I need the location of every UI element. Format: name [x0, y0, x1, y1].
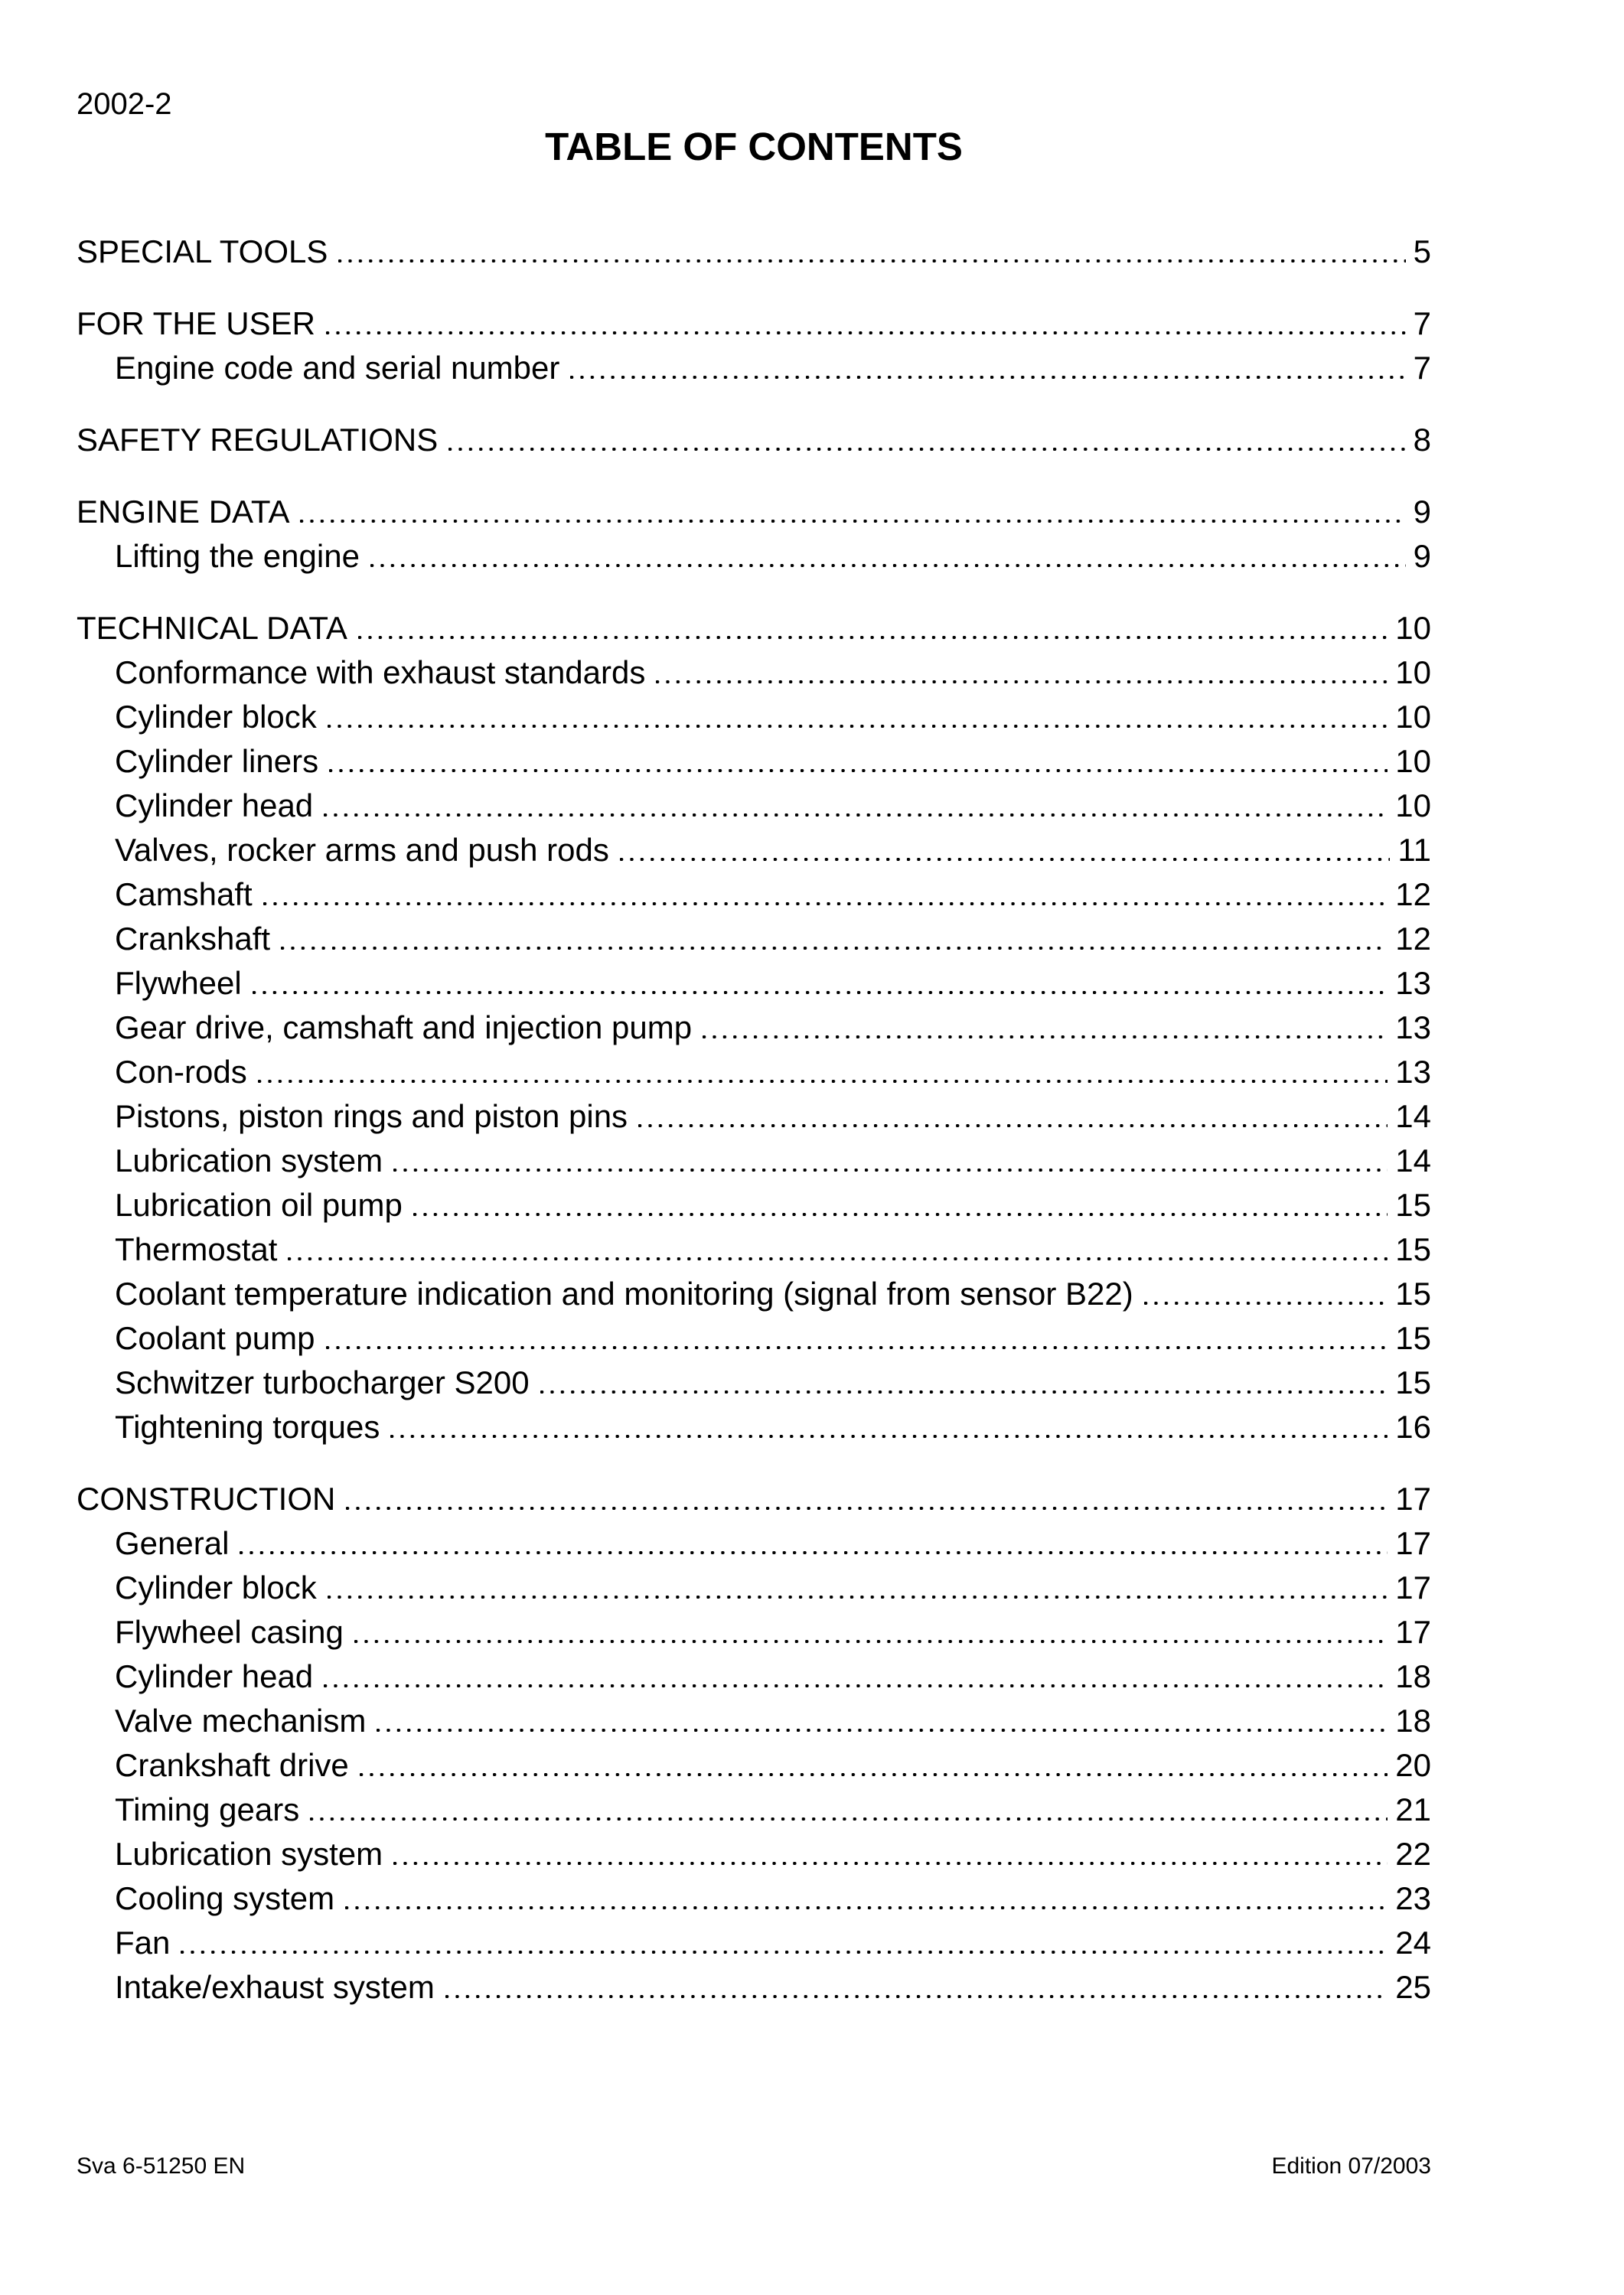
toc-entry-label: Intake/exhaust system — [115, 1969, 435, 2005]
dot-leader — [390, 1435, 1388, 1438]
dot-leader — [300, 520, 1405, 523]
toc-entry-page: 17 — [1395, 1614, 1431, 1650]
toc-entry-page: 18 — [1395, 1703, 1431, 1739]
toc-entry-label: Cylinder block — [115, 699, 317, 735]
dot-leader — [258, 1080, 1388, 1083]
dot-leader — [281, 947, 1388, 950]
toc-entry-label: Thermostat — [115, 1231, 278, 1267]
toc-entry-page: 10 — [1395, 699, 1431, 735]
toc-entry — [77, 1183, 1431, 1227]
toc-entry-page: 15 — [1395, 1231, 1431, 1267]
toc-list — [77, 230, 1431, 2010]
dot-leader — [358, 636, 1388, 639]
toc-entry-page: 10 — [1395, 654, 1431, 690]
toc-entry-label: Gear drive, camshaft and injection pump — [115, 1009, 693, 1045]
toc-entry-label: Coolant temperature indication and monitoring (signal from sensor B22) — [115, 1276, 1133, 1312]
toc-entry-label: Coolant pump — [115, 1320, 315, 1356]
toc-entry-label: Lubrication oil pump — [115, 1187, 403, 1223]
toc-entry — [77, 1521, 1431, 1566]
dot-leader — [263, 902, 1388, 905]
toc-entry — [77, 1139, 1431, 1183]
toc-entry-page: 10 — [1395, 787, 1431, 823]
toc-entry — [77, 302, 1431, 346]
dot-leader — [360, 1773, 1388, 1776]
toc-entry-label: Flywheel casing — [115, 1614, 344, 1650]
toc-entry — [77, 917, 1431, 961]
toc-entry-label: Conformance with exhaust standards — [115, 654, 646, 690]
toc-entry-label: CONSTRUCTION — [77, 1481, 336, 1517]
toc-entry-label: Cylinder liners — [115, 743, 319, 779]
toc-entry — [77, 1361, 1431, 1405]
toc-entry-page: 11 — [1397, 832, 1431, 868]
toc-entry-label: Crankshaft drive — [115, 1747, 349, 1783]
dot-leader — [393, 1169, 1388, 1172]
toc-entry-page: 5 — [1413, 233, 1431, 269]
toc-entry-page: 14 — [1395, 1143, 1431, 1178]
toc-entry — [77, 418, 1431, 462]
toc-entry — [77, 1094, 1431, 1139]
document-code: 2002-2 — [77, 87, 172, 121]
toc-entry — [77, 1227, 1431, 1272]
dot-leader — [638, 1124, 1388, 1127]
toc-entry-label: Tightening torques — [115, 1409, 380, 1445]
dot-leader — [329, 769, 1388, 772]
toc-entry-label: Timing gears — [115, 1791, 300, 1827]
toc-entry — [77, 1965, 1431, 2010]
toc-entry — [77, 695, 1431, 739]
toc-entry-label: General — [115, 1525, 230, 1561]
dot-leader — [324, 813, 1388, 817]
toc-entry-label: Cylinder head — [115, 787, 314, 823]
dot-leader — [288, 1257, 1388, 1260]
dot-leader — [326, 1346, 1388, 1349]
toc-entry-page: 13 — [1395, 1009, 1431, 1045]
toc-entry-page: 24 — [1395, 1925, 1431, 1961]
dot-leader — [703, 1035, 1388, 1038]
toc-entry — [77, 1477, 1431, 1521]
toc-entry-label: Valves, rocker arms and push rods — [115, 832, 609, 868]
toc-entry-label: Fan — [115, 1925, 171, 1961]
toc-entry-label: Lubrication system — [115, 1836, 383, 1872]
dot-leader — [345, 1906, 1388, 1909]
toc-entry — [77, 828, 1431, 872]
toc-entry — [77, 784, 1431, 828]
toc-entry — [77, 1405, 1431, 1449]
dot-leader — [620, 858, 1391, 861]
toc-entry-page: 15 — [1395, 1276, 1431, 1312]
page-title: TABLE OF CONTENTS — [545, 125, 963, 168]
toc-entry — [77, 1699, 1431, 1743]
dot-leader — [413, 1213, 1388, 1216]
toc-entry-page: 18 — [1395, 1658, 1431, 1694]
dot-leader — [393, 1862, 1388, 1865]
toc-entry-page: 16 — [1395, 1409, 1431, 1445]
toc-entry-page: 9 — [1413, 494, 1431, 530]
toc-entry-label: Pistons, piston rings and piston pins — [115, 1098, 628, 1134]
dot-leader — [240, 1551, 1388, 1554]
toc-entry — [77, 1566, 1431, 1610]
toc-entry — [77, 1272, 1431, 1316]
dot-leader — [346, 1507, 1388, 1510]
toc-entry-page: 15 — [1395, 1364, 1431, 1400]
toc-entry-page: 20 — [1395, 1747, 1431, 1783]
toc-entry — [77, 1921, 1431, 1965]
toc-entry-label: Con-rods — [115, 1054, 247, 1090]
toc-entry-label: Lifting the engine — [115, 538, 360, 574]
toc-entry-label: Cylinder head — [115, 1658, 314, 1694]
dot-leader — [448, 448, 1405, 451]
toc-entry-page: 12 — [1395, 921, 1431, 957]
toc-entry-page: 15 — [1395, 1187, 1431, 1223]
toc-entry-label: Schwitzer turbocharger S200 — [115, 1364, 530, 1400]
toc-entry-label: ENGINE DATA — [77, 494, 290, 530]
toc-entry — [77, 1006, 1431, 1050]
toc-entry-label: FOR THE USER — [77, 305, 315, 341]
dot-leader — [445, 1995, 1388, 1998]
toc-entry — [77, 1743, 1431, 1788]
toc-entry — [77, 872, 1431, 917]
toc-entry-page: 14 — [1395, 1098, 1431, 1134]
toc-entry-label: Cooling system — [115, 1880, 335, 1916]
toc-entry-label: Flywheel — [115, 965, 242, 1001]
dot-leader — [326, 331, 1406, 334]
dot-leader — [324, 1684, 1388, 1687]
toc-entry — [77, 650, 1431, 695]
dot-leader — [328, 1596, 1388, 1599]
dot-leader — [253, 991, 1388, 994]
toc-entry-page: 8 — [1413, 422, 1431, 458]
toc-entry-page: 9 — [1413, 538, 1431, 574]
toc-entry-page: 13 — [1395, 965, 1431, 1001]
dot-leader — [370, 564, 1406, 567]
toc-entry-page: 17 — [1395, 1570, 1431, 1606]
footer-doc-number: Sva 6-51250 EN — [77, 2153, 246, 2179]
toc-entry — [77, 961, 1431, 1006]
dot-leader — [181, 1951, 1388, 1954]
dot-leader — [570, 376, 1405, 379]
toc-entry-page: 17 — [1395, 1525, 1431, 1561]
toc-entry — [77, 1654, 1431, 1699]
toc-entry-page: 22 — [1395, 1836, 1431, 1872]
toc-entry — [77, 490, 1431, 534]
toc-entry — [77, 534, 1431, 579]
toc-entry-label: Valve mechanism — [115, 1703, 367, 1739]
toc-entry-page: 13 — [1395, 1054, 1431, 1090]
toc-entry-label: Engine code and serial number — [115, 350, 560, 386]
toc-entry-page: 10 — [1395, 743, 1431, 779]
toc-entry-page: 12 — [1395, 876, 1431, 912]
toc-entry — [77, 606, 1431, 650]
toc-entry — [77, 1316, 1431, 1361]
toc-entry-label: SPECIAL TOOLS — [77, 233, 328, 269]
toc-entry — [77, 1832, 1431, 1876]
toc-entry — [77, 1050, 1431, 1094]
dot-leader — [310, 1817, 1388, 1821]
dot-leader — [1144, 1302, 1388, 1305]
dot-leader — [377, 1729, 1388, 1732]
page-footer — [77, 2155, 1431, 2178]
dot-leader — [656, 680, 1388, 683]
footer-edition: Edition 07/2003 — [1271, 2153, 1431, 2179]
toc-entry — [77, 1876, 1431, 1921]
dot-leader — [540, 1390, 1388, 1394]
dot-leader — [354, 1640, 1388, 1643]
toc-entry — [77, 230, 1431, 274]
toc-entry-page: 21 — [1395, 1791, 1431, 1827]
toc-entry-page: 10 — [1395, 610, 1431, 646]
toc-entry — [77, 1610, 1431, 1654]
dot-leader — [338, 259, 1405, 262]
toc-entry-label: Cylinder block — [115, 1570, 317, 1606]
toc-entry — [77, 739, 1431, 784]
toc-entry — [77, 1788, 1431, 1832]
toc-entry-label: SAFETY REGULATIONS — [77, 422, 439, 458]
toc-entry-label: Camshaft — [115, 876, 253, 912]
dot-leader — [328, 725, 1388, 728]
toc-entry-page: 17 — [1395, 1481, 1431, 1517]
toc-entry — [77, 346, 1431, 390]
toc-entry-page: 25 — [1395, 1969, 1431, 2005]
toc-entry-label: Lubrication system — [115, 1143, 383, 1178]
toc-entry-page: 15 — [1395, 1320, 1431, 1356]
toc-entry-label: Crankshaft — [115, 921, 271, 957]
toc-entry-page: 23 — [1395, 1880, 1431, 1916]
toc-entry-label: TECHNICAL DATA — [77, 610, 347, 646]
toc-entry-page: 7 — [1413, 350, 1431, 386]
toc-entry-page: 7 — [1413, 305, 1431, 341]
